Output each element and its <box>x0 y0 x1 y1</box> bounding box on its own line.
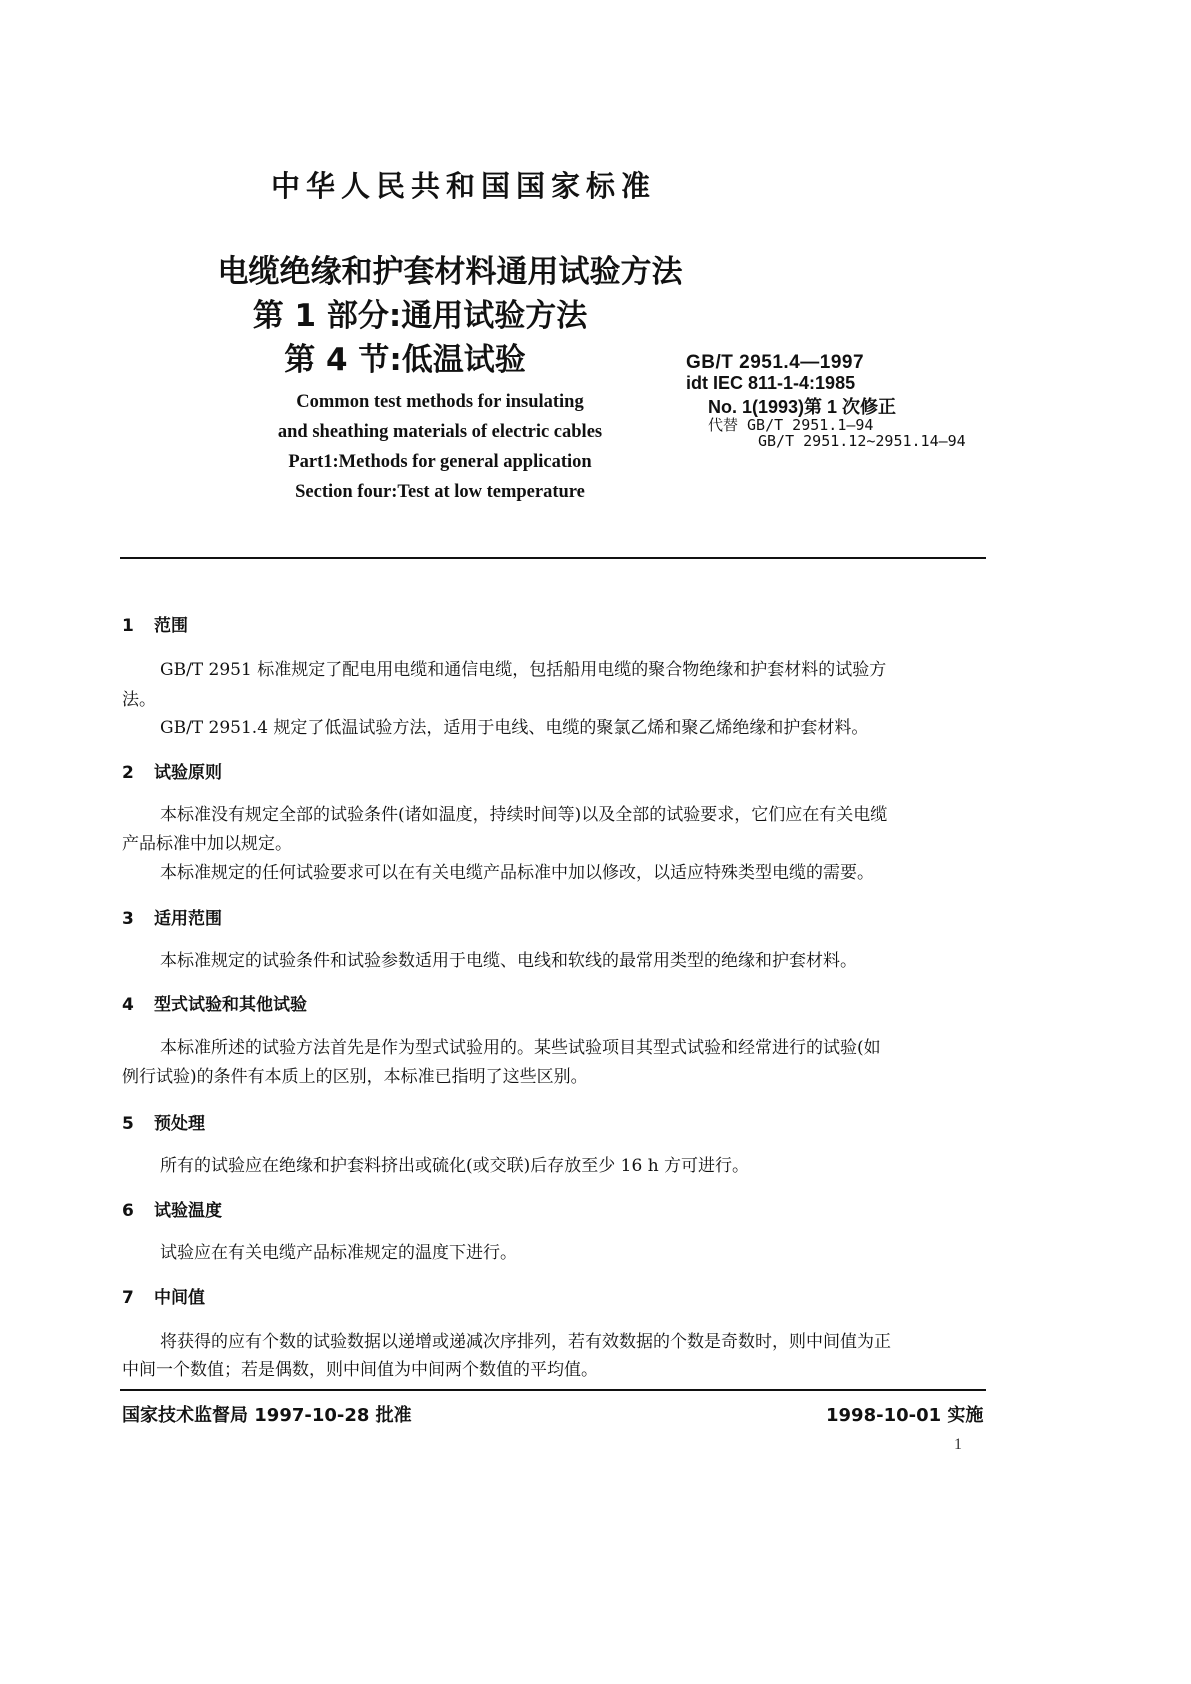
section-heading <box>122 990 307 1015</box>
paragraph-line: 本标准所述的试验方法首先是作为型式试验用的。某些试验项目其型式试验和经常进行的试验(如 <box>160 1038 881 1058</box>
title-cn-line3: 第 4 节:低温试验 <box>284 342 526 378</box>
title-cn-line1: 电缆绝缘和护套材料通用试验方法 <box>217 254 683 290</box>
title-en-line2: and sheathing materials of electric cables <box>277 422 603 442</box>
footer-divider <box>120 1389 986 1391</box>
section-title: 试验温度 <box>154 1201 222 1221</box>
section-number: 1 <box>122 616 134 636</box>
paragraph-line: 所有的试验应在绝缘和护套料挤出或硫化(或交联)后存放至少 16 h 方可进行。 <box>160 1156 750 1176</box>
paragraph-line: 试验应在有关电缆产品标准规定的温度下进行。 <box>160 1243 517 1263</box>
title-en-line4: Section four:Test at low temperature <box>295 482 585 502</box>
section-title: 试验原则 <box>154 763 222 783</box>
paragraph-line: 中间一个数值；若是偶数，则中间值为中间两个数值的平均值。 <box>122 1360 598 1380</box>
paragraph-line: 本标准规定的试验条件和试验参数适用于电缆、电线和软线的最常用类型的绝缘和护套材料。 <box>160 951 857 971</box>
section-heading <box>122 758 222 783</box>
paragraph-line: 产品标准中加以规定。 <box>122 834 292 854</box>
national-standard-heading: 中华人民共和国国家标准 <box>271 169 657 203</box>
section-heading <box>122 611 188 636</box>
section-number: 4 <box>122 995 134 1015</box>
title-en-line1: Common test methods for insulating <box>296 392 584 412</box>
paragraph-line: 本标准规定的任何试验要求可以在有关电缆产品标准中加以修改，以适应特殊类型电缆的需要。 <box>160 863 874 883</box>
section-title: 范围 <box>154 616 188 636</box>
paragraph-line: 将获得的应有个数的试验数据以递增或递减次序排列，若有效数据的个数是奇数时，则中间值为正 <box>160 1332 891 1352</box>
page-number: 1 <box>954 1436 962 1453</box>
section-heading <box>122 1109 205 1134</box>
title-en-line3: Part1:Methods for general application <box>288 452 592 472</box>
paragraph-line: 本标准没有规定全部的试验条件(诸如温度，持续时间等)以及全部的试验要求，它们应在有关电缆 <box>160 805 888 825</box>
section-heading <box>122 904 222 929</box>
section-title: 中间值 <box>154 1288 205 1308</box>
section-number: 5 <box>122 1114 134 1134</box>
idt-reference: idt IEC 811-1-4:1985 <box>686 373 856 393</box>
replaces-line2: GB/T 2951.12~2951.14—94 <box>758 432 966 450</box>
paragraph-line: 例行试验)的条件有本质上的区别，本标准已指明了这些区别。 <box>122 1067 588 1087</box>
section-heading <box>122 1196 222 1221</box>
paragraph-line: 法。 <box>122 690 156 710</box>
standard-code: GB/T 2951.4—1997 <box>686 352 865 373</box>
approval-note: 国家技术监督局 1997-10-28 批准 <box>122 1405 412 1426</box>
section-title: 适用范围 <box>154 909 222 929</box>
effective-date: 1998-10-01 实施 <box>826 1405 984 1426</box>
header-divider <box>120 557 986 559</box>
section-title: 预处理 <box>154 1114 205 1134</box>
section-title: 型式试验和其他试验 <box>154 995 307 1015</box>
replaces-line1: 代替 GB/T 2951.1—94 <box>708 416 874 434</box>
section-number: 6 <box>122 1201 134 1221</box>
paragraph-line: GB/T 2951.4 规定了低温试验方法，适用于电线、电缆的聚氯乙烯和聚乙烯绝缘和护套材料。 <box>160 718 869 738</box>
paragraph-line: GB/T 2951 标准规定了配电用电缆和通信电缆，包括船用电缆的聚合物绝缘和护套材料的试验方 <box>160 660 887 680</box>
section-heading <box>122 1283 205 1308</box>
title-cn-line2: 第 1 部分:通用试验方法 <box>252 298 588 334</box>
section-number: 3 <box>122 909 134 929</box>
section-number: 7 <box>122 1288 134 1308</box>
amendment-note: No. 1(1993)第 1 次修正 <box>708 397 897 417</box>
section-number: 2 <box>122 763 134 783</box>
